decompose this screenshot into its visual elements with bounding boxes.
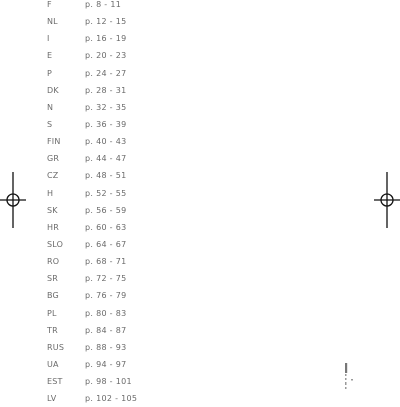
toc-entry-i — [0, 30, 200, 47]
language-code: P — [47, 68, 53, 78]
toc-entry-cz — [0, 167, 200, 184]
language-code: RO — [47, 257, 60, 267]
page-range: p. 98 - 101 — [85, 377, 132, 387]
toc-entry-gr — [0, 150, 200, 167]
toc-entry-p — [0, 65, 200, 82]
page-range: p. 64 - 67 — [85, 239, 127, 249]
page-range: p. 48 - 51 — [85, 171, 127, 181]
toc-entry-ua — [0, 356, 200, 373]
page-range: p. 84 - 87 — [85, 325, 127, 335]
language-code: NL — [47, 17, 58, 27]
language-code: F — [47, 0, 52, 9]
page-range: p. 20 - 23 — [85, 51, 127, 61]
toc-entry-rus — [0, 339, 200, 356]
page-range: p. 8 - 11 — [85, 0, 122, 9]
language-code: UA — [47, 359, 59, 369]
page-range: p. 94 - 97 — [85, 359, 127, 369]
language-code: TR — [47, 325, 58, 335]
toc-entry-n — [0, 99, 200, 116]
language-code: LV — [47, 394, 57, 404]
toc-entry-slo — [0, 236, 200, 253]
page-range: p. 28 - 31 — [85, 85, 127, 95]
toc-entry-sr — [0, 270, 200, 287]
language-code: EST — [47, 377, 63, 387]
language-code: RUS — [47, 342, 65, 352]
toc-entry-s — [0, 116, 200, 133]
toc-entry-e — [0, 47, 200, 64]
language-code: S — [47, 119, 53, 129]
language-code: SLO — [47, 239, 64, 249]
language-code: I — [47, 34, 50, 44]
toc-entry-h — [0, 185, 200, 202]
language-code: HR — [47, 222, 59, 232]
page-range: p. 24 - 27 — [85, 68, 127, 78]
page-range: p. 12 - 15 — [85, 17, 127, 27]
toc-entry-bg — [0, 287, 200, 304]
language-code: DK — [47, 85, 59, 95]
toc-entry-fin — [0, 133, 200, 150]
registration-crosshair-icon — [374, 172, 400, 228]
page-range: p. 80 - 83 — [85, 308, 127, 318]
page-range: p. 32 - 35 — [85, 102, 127, 112]
print-code-icon — [340, 362, 360, 392]
language-code: FIN — [47, 137, 61, 147]
page-range: p. 44 - 47 — [85, 154, 127, 164]
page-range: p. 88 - 93 — [85, 342, 127, 352]
language-code: BG — [47, 291, 59, 301]
language-code: H — [47, 188, 54, 198]
page-range: p. 56 - 59 — [85, 205, 127, 215]
toc-entry-est — [0, 373, 200, 390]
language-code: E — [47, 51, 53, 61]
page-range: p. 76 - 79 — [85, 291, 127, 301]
toc-entry-dk — [0, 82, 200, 99]
language-code: GR — [47, 154, 60, 164]
toc-entry-nl — [0, 13, 200, 30]
language-code: N — [47, 102, 54, 112]
page-range: p. 16 - 19 — [85, 34, 127, 44]
page-range: p. 68 - 71 — [85, 257, 127, 267]
toc-entry-tr — [0, 322, 200, 339]
page-range: p. 36 - 39 — [85, 119, 127, 129]
language-code: SR — [47, 274, 59, 284]
toc-entry-f — [0, 0, 200, 13]
registration-crosshair-icon — [0, 172, 26, 228]
toc-entry-lv — [0, 390, 200, 407]
toc-entry-sk — [0, 202, 200, 219]
toc-entry-ro — [0, 253, 200, 270]
page-range: p. 60 - 63 — [85, 222, 127, 232]
toc-entry-pl — [0, 305, 200, 322]
language-code: SK — [47, 205, 58, 215]
page-range: p. 52 - 55 — [85, 188, 127, 198]
language-code: PL — [47, 308, 57, 318]
page-range: p. 40 - 43 — [85, 137, 127, 147]
page-range: p. 102 - 105 — [85, 394, 138, 404]
page-range: p. 72 - 75 — [85, 274, 127, 284]
language-code: CZ — [47, 171, 59, 181]
toc-entry-hr — [0, 219, 200, 236]
